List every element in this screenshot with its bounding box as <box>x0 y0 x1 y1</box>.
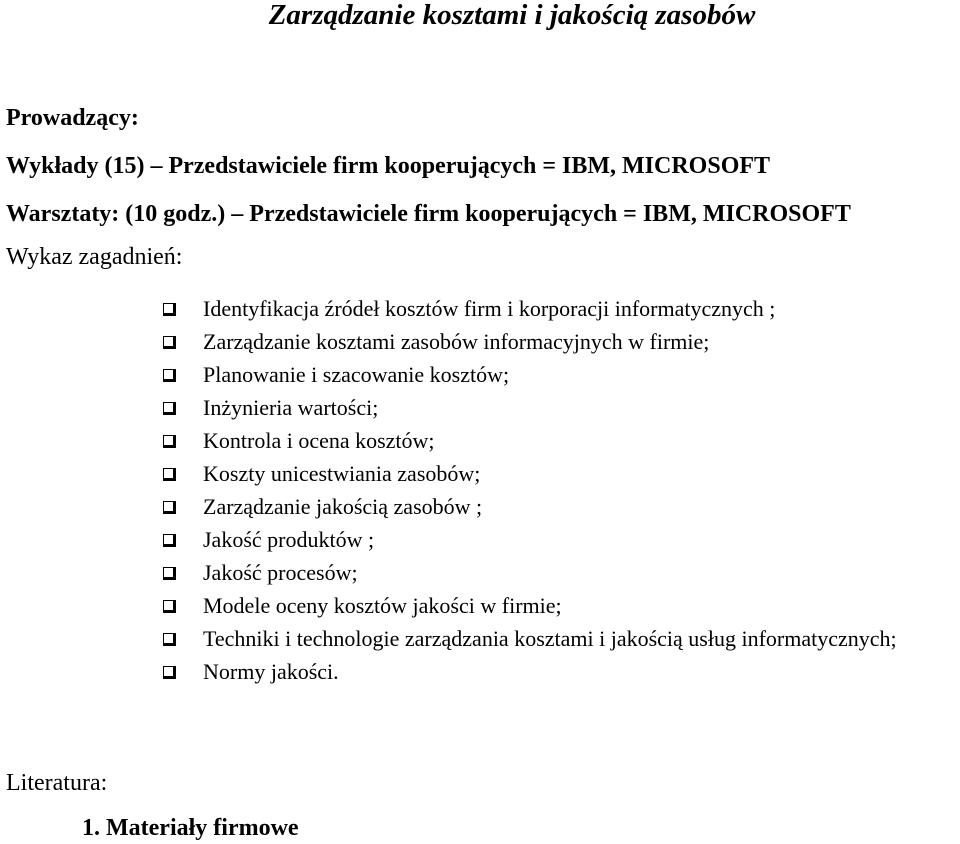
checkbox-bullet-icon <box>163 567 176 580</box>
checkbox-bullet-icon <box>163 369 176 382</box>
list-item <box>0 655 903 688</box>
list-item <box>0 424 903 457</box>
topic-text: Kontrola i ocena kosztów; <box>203 428 435 453</box>
list-item <box>0 457 903 490</box>
list-item <box>0 589 903 622</box>
topic-text: Identyfikacja źródeł kosztów firm i korporacji informatycznych ; <box>203 296 776 321</box>
topics-heading: Wykaz zagadnień: <box>6 244 183 270</box>
checkbox-bullet-icon <box>163 501 176 514</box>
literature-list <box>82 813 299 843</box>
list-item <box>0 292 903 325</box>
checkbox-bullet-icon <box>163 666 176 679</box>
literature-heading: Literatura: <box>6 770 108 796</box>
checkbox-bullet-icon <box>163 633 176 646</box>
lectures-line: Wykłady (15) – Przedstawiciele firm kooperujących = IBM, MICROSOFT <box>6 153 771 179</box>
topic-text: Koszty unicestwiania zasobów; <box>203 461 481 486</box>
list-item <box>0 391 903 424</box>
workshops-line: Warsztaty: (10 godz.) – Przedstawiciele firm kooperujących = IBM, MICROSOFT <box>6 201 851 227</box>
topic-text: Modele oceny kosztów jakości w firmie; <box>203 593 562 618</box>
literature-item: 1. Materiały firmowe <box>82 815 299 841</box>
document-title: Zarządzanie kosztami i jakością zasobów <box>268 0 756 31</box>
topic-text: Zarządzanie jakością zasobów ; <box>203 494 483 519</box>
checkbox-bullet-icon <box>163 303 176 316</box>
topic-text: Techniki i technologie zarządzania kosztami i jakością usług informatycznych; <box>203 626 897 651</box>
topic-text: Jakość produktów ; <box>203 527 375 552</box>
list-item <box>0 358 903 391</box>
topic-text: Normy jakości. <box>203 659 339 684</box>
checkbox-bullet-icon <box>163 435 176 448</box>
topic-text: Planowanie i szacowanie kosztów; <box>203 362 510 387</box>
list-item <box>0 325 903 358</box>
list-item <box>0 523 903 556</box>
list-item <box>0 556 903 589</box>
topic-text: Jakość procesów; <box>203 560 358 585</box>
topic-text: Zarządzanie kosztami zasobów informacyjnych w firmie; <box>203 329 710 354</box>
checkbox-bullet-icon <box>163 600 176 613</box>
topic-text: Inżynieria wartości; <box>203 395 379 420</box>
list-item <box>0 622 903 655</box>
topics-list <box>0 292 903 688</box>
checkbox-bullet-icon <box>163 336 176 349</box>
checkbox-bullet-icon <box>163 468 176 481</box>
list-item <box>0 490 903 523</box>
checkbox-bullet-icon <box>163 402 176 415</box>
lecturer-label: Prowadzący: <box>6 105 139 131</box>
checkbox-bullet-icon <box>163 534 176 547</box>
